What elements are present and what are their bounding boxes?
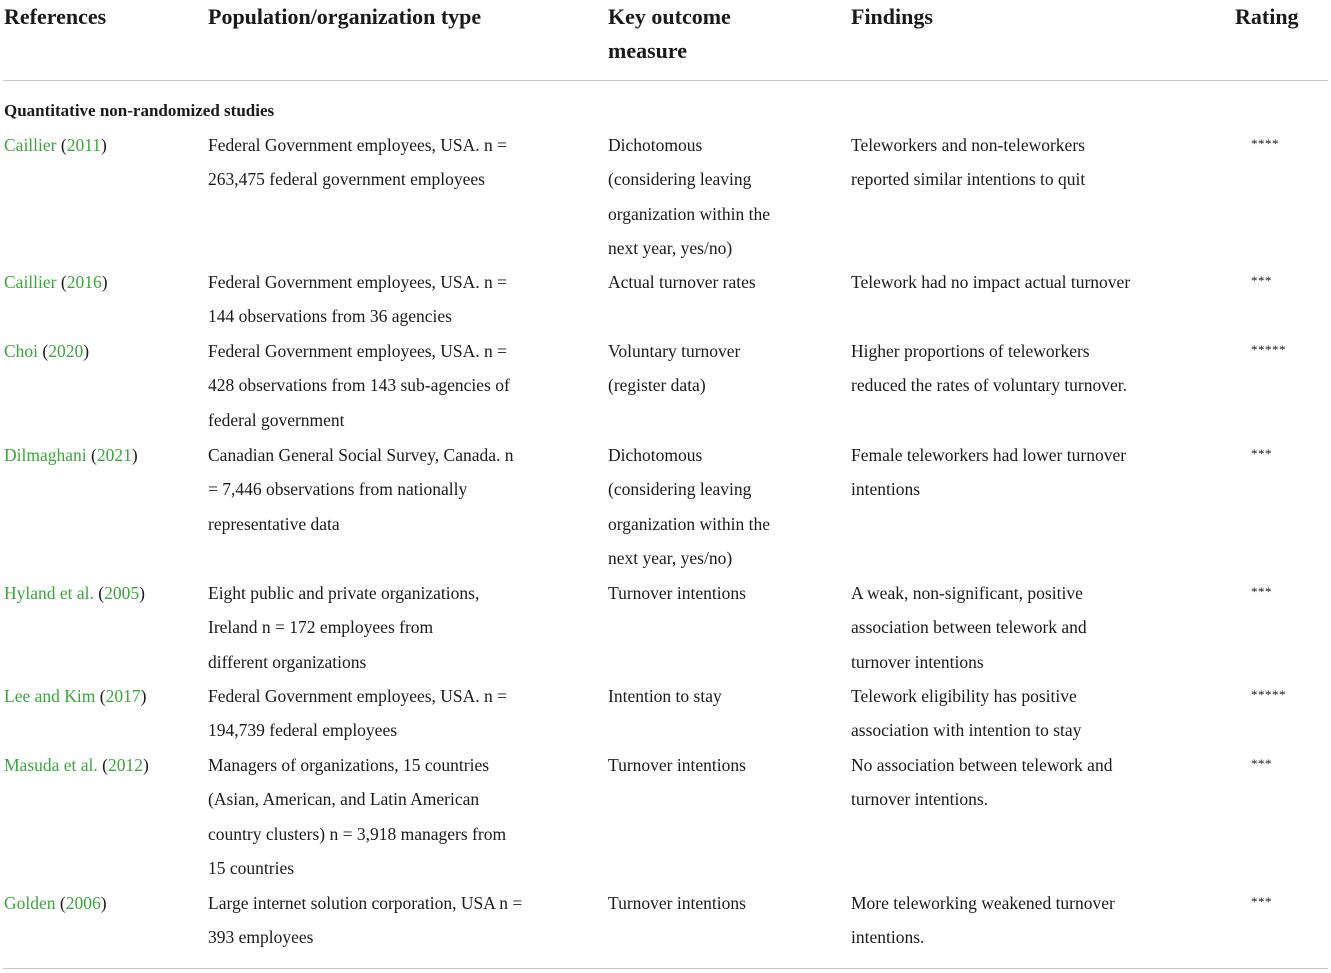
- findings-cell: [851, 679, 1081, 748]
- outcome-cell-line: (considering leaving: [608, 169, 752, 190]
- population-cell-line: country clusters) n = 3,918 managers from: [208, 823, 507, 844]
- outcome-cell-line: Voluntary turnover: [608, 341, 741, 361]
- population-cell-line: Large internet solution corporation, USA n =: [208, 893, 523, 913]
- reference-year-link[interactable]: 2016: [66, 272, 102, 292]
- reference-paren: (: [97, 755, 108, 775]
- rating-stars: *****: [1251, 687, 1286, 702]
- outcome-cell: [608, 748, 746, 782]
- header-outcome: [608, 0, 731, 68]
- reference-paren: (: [56, 135, 67, 155]
- reference-paren: ): [139, 583, 145, 603]
- outcome-cell: [608, 334, 740, 403]
- reference-author-link[interactable]: Golden: [4, 893, 56, 913]
- population-cell-line: 428 observations from 143 sub-agencies of: [208, 375, 510, 396]
- findings-cell-line: Teleworkers and non-teleworkers: [851, 135, 1085, 155]
- population-cell-line: different organizations: [208, 651, 367, 672]
- population-cell-line: 393 employees: [208, 927, 314, 948]
- reference-cell: [4, 128, 107, 162]
- header-outcome-line: Key outcome: [608, 4, 731, 29]
- findings-cell: [851, 438, 1126, 507]
- reference-paren: (: [93, 583, 105, 603]
- header-divider: [3, 80, 1328, 81]
- outcome-cell-line: next year, yes/no): [608, 238, 733, 259]
- reference-year-link[interactable]: 2011: [66, 135, 102, 155]
- findings-cell-line: turnover intentions: [851, 651, 984, 672]
- population-cell-line: federal government: [208, 409, 345, 430]
- population-cell-line: 263,475 federal government employees: [208, 169, 485, 190]
- population-cell-line: 144 observations from 36 agencies: [208, 306, 452, 327]
- findings-cell: [851, 748, 1112, 817]
- header-findings: Findings: [851, 4, 933, 29]
- table-bottom-divider: [3, 968, 1328, 969]
- population-cell-line: Eight public and private organizations,: [208, 583, 480, 603]
- reference-year-link[interactable]: 2005: [104, 583, 140, 603]
- outcome-cell-line: Dichotomous: [608, 445, 703, 465]
- population-cell-line: representative data: [208, 513, 340, 534]
- population-cell-line: Federal Government employees, USA. n =: [208, 272, 508, 292]
- population-cell-line: Federal Government employees, USA. n =: [208, 686, 508, 706]
- outcome-cell: [608, 886, 746, 920]
- findings-cell-line: More teleworking weakened turnover: [851, 893, 1115, 913]
- population-cell-line: (Asian, American, and Latin American: [208, 789, 480, 810]
- population-cell-line: Managers of organizations, 15 countries: [208, 755, 490, 775]
- findings-cell-line: turnover intentions.: [851, 789, 989, 810]
- rating-stars: ***: [1251, 273, 1272, 288]
- outcome-cell: [608, 128, 770, 266]
- outcome-cell-line: organization within the: [608, 203, 771, 224]
- rating-stars: ***: [1251, 894, 1272, 909]
- findings-cell: [851, 265, 1130, 299]
- outcome-cell-line: Actual turnover rates: [608, 272, 756, 292]
- population-cell: [208, 334, 510, 437]
- population-cell-line: Ireland n = 172 employees from: [208, 617, 434, 638]
- population-cell-line: = 7,446 observations from nationally: [208, 479, 468, 500]
- reference-paren: ): [100, 893, 107, 913]
- rating-stars: ****: [1251, 136, 1279, 151]
- outcome-cell-line: Dichotomous: [608, 135, 703, 155]
- reference-paren: (: [55, 893, 66, 913]
- reference-author-link[interactable]: Masuda et al.: [4, 755, 98, 775]
- reference-paren: (: [86, 445, 97, 465]
- reference-paren: ): [143, 755, 149, 775]
- outcome-cell-line: Turnover intentions: [608, 755, 746, 775]
- findings-cell: [851, 576, 1087, 679]
- findings-cell-line: reduced the rates of voluntary turnover.: [851, 375, 1128, 396]
- outcome-cell-line: next year, yes/no): [608, 548, 733, 569]
- outcome-cell-line: Intention to stay: [608, 686, 722, 706]
- findings-cell-line: Telework had no impact actual turnover: [851, 272, 1131, 292]
- outcome-cell-line: Turnover intentions: [608, 583, 746, 603]
- reference-cell: [4, 265, 108, 299]
- header-rating: Rating: [1235, 4, 1299, 29]
- reference-paren: ): [101, 272, 108, 292]
- reference-author-link[interactable]: Caillier: [4, 272, 57, 292]
- reference-author-link[interactable]: Lee and Kim: [4, 686, 96, 706]
- reference-year-link[interactable]: 2021: [96, 445, 132, 465]
- findings-cell-line: Higher proportions of teleworkers: [851, 341, 1090, 361]
- population-cell-line: 194,739 federal employees: [208, 720, 398, 741]
- rating-stars: ***: [1251, 584, 1272, 599]
- reference-year-link[interactable]: 2006: [65, 893, 101, 913]
- findings-cell-line: reported similar intentions to quit: [851, 169, 1086, 190]
- outcome-cell-line: (considering leaving: [608, 479, 752, 500]
- reference-cell: [4, 438, 138, 472]
- findings-cell-line: A weak, non-significant, positive: [851, 583, 1083, 603]
- outcome-cell: [608, 576, 746, 610]
- reference-author-link[interactable]: Caillier: [4, 135, 57, 155]
- reference-year-link[interactable]: 2017: [105, 686, 141, 706]
- population-cell-line: Federal Government employees, USA. n =: [208, 341, 508, 361]
- outcome-cell-line: (register data): [608, 375, 706, 396]
- reference-author-link[interactable]: Dilmaghani: [4, 445, 87, 465]
- population-cell: [208, 438, 514, 541]
- findings-cell-line: intentions.: [851, 927, 925, 948]
- outcome-cell: [608, 679, 722, 713]
- reference-paren: (: [95, 686, 106, 706]
- rating-stars: *****: [1251, 342, 1286, 357]
- outcome-cell: [608, 265, 756, 299]
- outcome-cell-line: organization within the: [608, 513, 771, 534]
- findings-cell-line: Female teleworkers had lower turnover: [851, 445, 1127, 465]
- rating-stars: ***: [1251, 446, 1272, 461]
- header-references: References: [4, 4, 107, 29]
- findings-cell-line: association between telework and: [851, 617, 1087, 638]
- rating-stars: ***: [1251, 756, 1272, 771]
- population-cell: [208, 265, 507, 334]
- reference-cell: [4, 334, 89, 368]
- reference-cell: [4, 576, 145, 610]
- reference-paren: ): [140, 686, 147, 706]
- reference-year-link[interactable]: 2020: [48, 341, 84, 361]
- findings-cell-line: association with intention to stay: [851, 720, 1082, 741]
- outcome-cell-line: Turnover intentions: [608, 893, 746, 913]
- population-cell-line: Federal Government employees, USA. n =: [208, 135, 508, 155]
- reference-year-link[interactable]: 2012: [108, 755, 143, 775]
- outcome-cell: [608, 438, 770, 576]
- findings-cell: [851, 334, 1127, 403]
- population-cell-line: 15 countries: [208, 858, 295, 879]
- findings-cell: [851, 886, 1115, 955]
- reference-paren: ): [101, 135, 107, 155]
- reference-cell: [4, 748, 149, 782]
- population-cell: [208, 128, 507, 197]
- reference-cell: [4, 886, 107, 920]
- section-title: Quantitative non-randomized studies: [4, 101, 275, 120]
- population-cell: [208, 576, 479, 679]
- reference-paren: (: [38, 341, 49, 361]
- findings-cell-line: intentions: [851, 479, 921, 500]
- findings-cell: [851, 128, 1085, 197]
- population-cell: [208, 886, 522, 955]
- findings-cell-line: Telework eligibility has positive: [851, 686, 1077, 706]
- reference-paren: (: [56, 272, 67, 292]
- population-cell-line: Canadian General Social Survey, Canada. n: [208, 445, 514, 465]
- population-cell: [208, 679, 507, 748]
- header-population: Population/organization type: [208, 4, 482, 29]
- reference-author-link[interactable]: Choi: [4, 341, 39, 361]
- reference-paren: ): [83, 341, 90, 361]
- findings-cell-line: No association between telework and: [851, 755, 1113, 775]
- reference-cell: [4, 679, 146, 713]
- reference-author-link[interactable]: Hyland et al.: [4, 583, 94, 603]
- header-outcome-line: measure: [608, 38, 688, 63]
- population-cell: [208, 748, 506, 886]
- reference-paren: ): [131, 445, 138, 465]
